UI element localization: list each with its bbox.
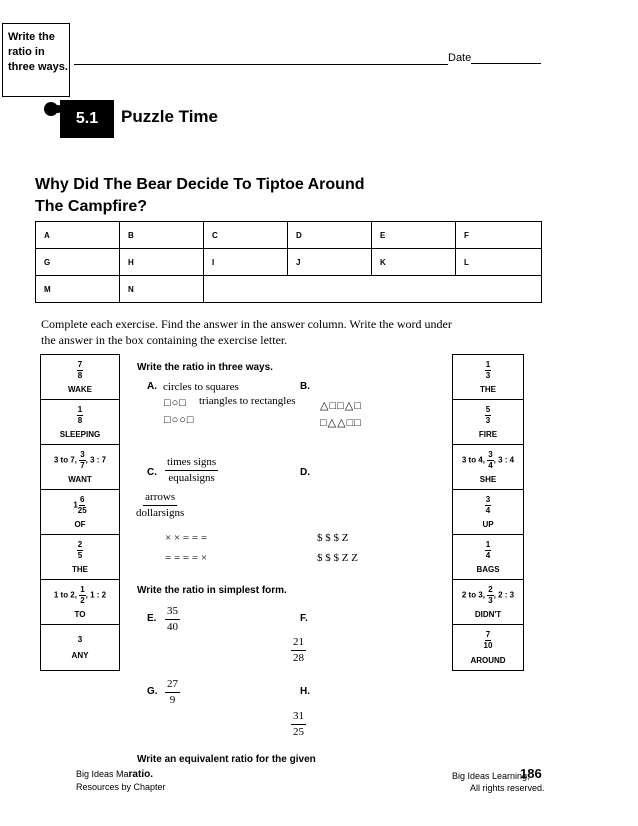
answer-word: WANT — [68, 475, 92, 484]
answer-word: SLEEPING — [59, 430, 101, 439]
grid-cell-b[interactable]: B — [120, 222, 204, 249]
answer-grid — [35, 221, 542, 303]
exercise-c-ratio: times signs equalsigns — [167, 456, 217, 484]
answer-cell: $\frac{2}{5}$ THE — [41, 535, 119, 580]
exercise-label-f: F. — [300, 613, 308, 624]
answer-word: ANY — [71, 651, 89, 660]
grid-cell-a[interactable]: A — [36, 222, 120, 249]
answer-column-left — [40, 354, 120, 671]
answer-cell: $\frac{1}{8}$ SLEEPING — [41, 400, 119, 445]
callout-note: Write the ratio in three ways. — [2, 23, 70, 97]
grid-cell-m[interactable]: M — [36, 276, 120, 303]
page-number: 186 — [520, 766, 542, 781]
exercise-e-ratio: 35 40 — [167, 605, 178, 633]
exercise-label-a: A. — [147, 381, 157, 392]
grid-cell-f[interactable]: F — [456, 222, 542, 249]
answer-cell: 3 ANY — [41, 625, 119, 670]
section-number: 5.1 — [60, 100, 114, 138]
exercise-d-ratio: arrows dollarsigns — [136, 491, 185, 519]
page-title: Puzzle Time — [121, 107, 218, 126]
exercise-label-c: C. — [147, 467, 157, 478]
symbol-row: $ $ $ Z — [317, 532, 349, 544]
grid-row — [36, 249, 542, 276]
grid-cell-h[interactable]: H — [120, 249, 204, 276]
date-label: Date — [448, 52, 472, 64]
grid-cell-d[interactable]: D — [288, 222, 372, 249]
grid-cell-g[interactable]: G — [36, 249, 120, 276]
exercise-b-text: triangles to rectangles — [199, 395, 296, 407]
answer-word: UP — [482, 520, 494, 529]
grid-cell-blank — [204, 276, 542, 303]
exercise-f-ratio: 21 28 — [293, 636, 304, 664]
grid-row — [36, 276, 542, 303]
exercise-g-ratio: 27 9 — [167, 678, 178, 706]
answer-cell: 3 to 4, $\frac{3}{4}$ , 3 : 4 SHE — [453, 445, 523, 490]
answer-word: THE — [480, 385, 496, 394]
answer-word: BAGS — [476, 565, 500, 574]
answer-cell: $\frac{1}{4}$ BAGS — [453, 535, 523, 580]
answer-word: AROUND — [470, 656, 506, 665]
answer-cell: $\frac{3}{4}$ UP — [453, 490, 523, 535]
symbol-row: × × = = = — [165, 532, 208, 544]
shapes-row: △□□△□ — [320, 400, 362, 412]
name-line — [74, 64, 448, 65]
answer-cell: 1 $\frac{6}{25}$ OF — [41, 490, 119, 535]
date-field — [448, 52, 541, 64]
instructions: Complete each exercise. Find the answer in the answer column. Write the word under the answer in the box containing the exercise letter. — [41, 317, 452, 347]
answer-cell: $\frac{1}{3}$ THE — [453, 355, 523, 400]
section-heading: Write the ratio in simplest form. — [137, 585, 287, 596]
exercise-label-d: D. — [300, 467, 310, 478]
grid-cell-e[interactable]: E — [372, 222, 456, 249]
answer-word: SHE — [479, 475, 497, 484]
symbol-row: $ $ $ Z Z — [317, 552, 358, 564]
answer-word: TO — [74, 610, 86, 619]
section-heading-continued: ratio. — [128, 769, 153, 780]
grid-cell-i[interactable]: I — [204, 249, 288, 276]
exercise-label-b: B. — [300, 381, 310, 392]
answer-word: DIDN'T — [474, 610, 502, 619]
riddle-question: Why Did The Bear Decide To Tiptoe Around The Campfire? — [35, 176, 365, 215]
answer-cell: $\frac{7}{10}$ AROUND — [453, 625, 523, 670]
answer-cell: 1 to 2, $\frac{1}{2}$ , 1 : 2 TO — [41, 580, 119, 625]
section-heading: Write an equivalent ratio for the given — [137, 754, 316, 765]
grid-cell-c[interactable]: C — [204, 222, 288, 249]
answer-cell: $\frac{7}{8}$ WAKE — [41, 355, 119, 400]
answer-column-right — [452, 354, 524, 671]
footer-right-1: Big Ideas Learning, — [452, 771, 530, 781]
grid-cell-k[interactable]: K — [372, 249, 456, 276]
answer-cell: 3 to 7, $\frac{3}{7}$ , 3 : 7 WANT — [41, 445, 119, 490]
symbol-row: = = = = × — [165, 552, 208, 564]
exercise-label-e: E. — [147, 613, 157, 624]
shapes-row: □○□ — [164, 397, 187, 409]
answer-cell: $\frac{5}{3}$ FIRE — [453, 400, 523, 445]
shapes-row: □○○□ — [164, 414, 195, 426]
grid-cell-l[interactable]: L — [456, 249, 542, 276]
answer-word: WAKE — [68, 385, 92, 394]
exercise-label-h: H. — [300, 686, 310, 697]
grid-cell-j[interactable]: J — [288, 249, 372, 276]
answer-word: OF — [74, 520, 86, 529]
exercise-a-text: circles to squares — [163, 381, 239, 393]
exercise-h-ratio: 31 25 — [293, 710, 304, 738]
answer-cell: 2 to 3, $\frac{2}{3}$ , 2 : 3 DIDN'T — [453, 580, 523, 625]
shapes-row: □△△□□ — [320, 417, 362, 429]
footer-left: Big Ideas Maratio. Resources by Chapter — [76, 769, 166, 792]
section-heading: Write the ratio in three ways. — [137, 362, 273, 373]
grid-row — [36, 222, 542, 249]
grid-cell-n[interactable]: N — [120, 276, 204, 303]
footer-right-2: All rights reserved. — [470, 783, 545, 793]
answer-word: THE — [72, 565, 88, 574]
exercise-label-g: G. — [147, 686, 158, 697]
answer-word: FIRE — [478, 430, 498, 439]
